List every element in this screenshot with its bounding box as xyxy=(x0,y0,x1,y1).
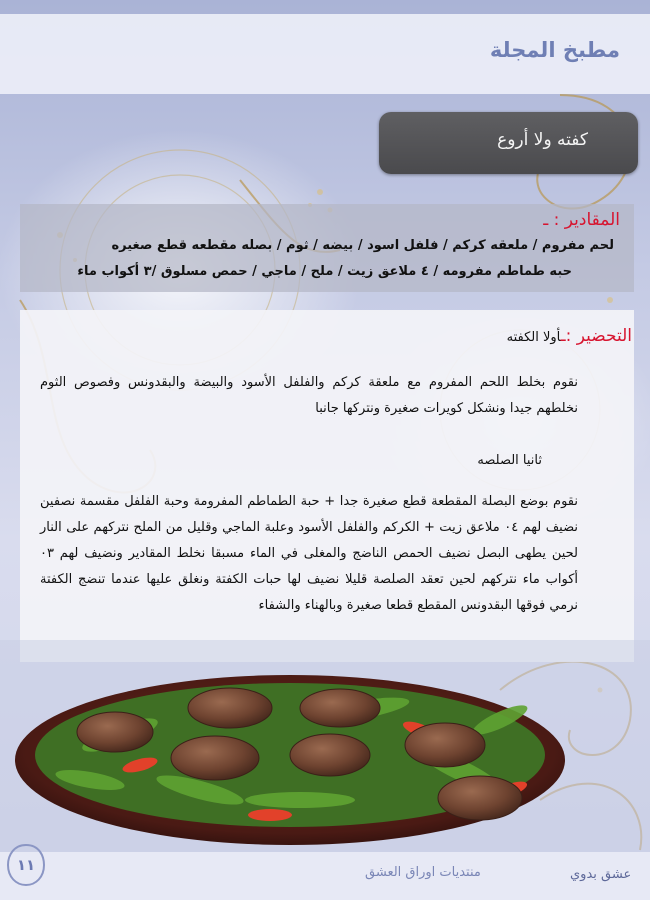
page-number: ١١ xyxy=(16,856,36,874)
ingredients-line-2: حبه طماطم مفرومه / ٤ ملاعق زيت / ملح / ماجي / حمص مسلوق /٣ أكواب ماء xyxy=(77,264,572,279)
preparation-step-1: نقوم بخلط اللحم المفروم مع ملعقة كركم والفلفل الأسود والبيضة والبقدونس وفصوص الثوم نخلطهم جيدا ونشكل كويرات صغيرة ونتركها جانبا xyxy=(40,375,578,416)
preparation-subheading: أولا الكفته xyxy=(506,330,561,345)
kofta-dish-image xyxy=(0,640,650,855)
magazine-title: مطبخ المجلة xyxy=(489,38,620,62)
footer-author: عشق بدوي xyxy=(570,867,632,882)
section-two-heading: ثانيا الصلصه xyxy=(477,453,542,468)
preparation-heading-row xyxy=(507,326,632,346)
preparation-step-2: نقوم بوضع البصلة المقطعة قطع صغيرة جدا + حبة الطماطم المفرومة وحبة الفلفل مقسمة نصفين نضيف لهم ٠٤ ملاعق زيت + الكركم والفلفل الأسود وعلبة الماجي وقليل من الملح نتركهم على النار لحين يطهى البصل نضيف الحمص الناضج والمغلى في الماء مسبقا نخلط المقادير ونضيف لهم ٠٣ أكواب ماء نتركهم لحين تعقد الصلصة قليلا نضيف لها حبات الكفتة ونغلق عليها عندما تنضج الكفتة نرمي فوقها البقدونس المقطع قطعا صغيرة وبالهناء والشفاء xyxy=(40,494,578,613)
recipe-title: كفته ولا أروع xyxy=(497,130,588,150)
footer-forum-name: منتديات اوراق العشق xyxy=(365,865,481,880)
footer-band xyxy=(0,852,650,900)
preparation-heading: التحضير :ـ xyxy=(560,326,632,346)
ingredients-line-1: لحم مفروم / ملعقه كركم / فلفل اسود / بيضه / ثوم / بصله مقطعه قطع صغيره xyxy=(111,238,614,253)
ingredients-heading: المقادير : ـ xyxy=(543,210,620,230)
